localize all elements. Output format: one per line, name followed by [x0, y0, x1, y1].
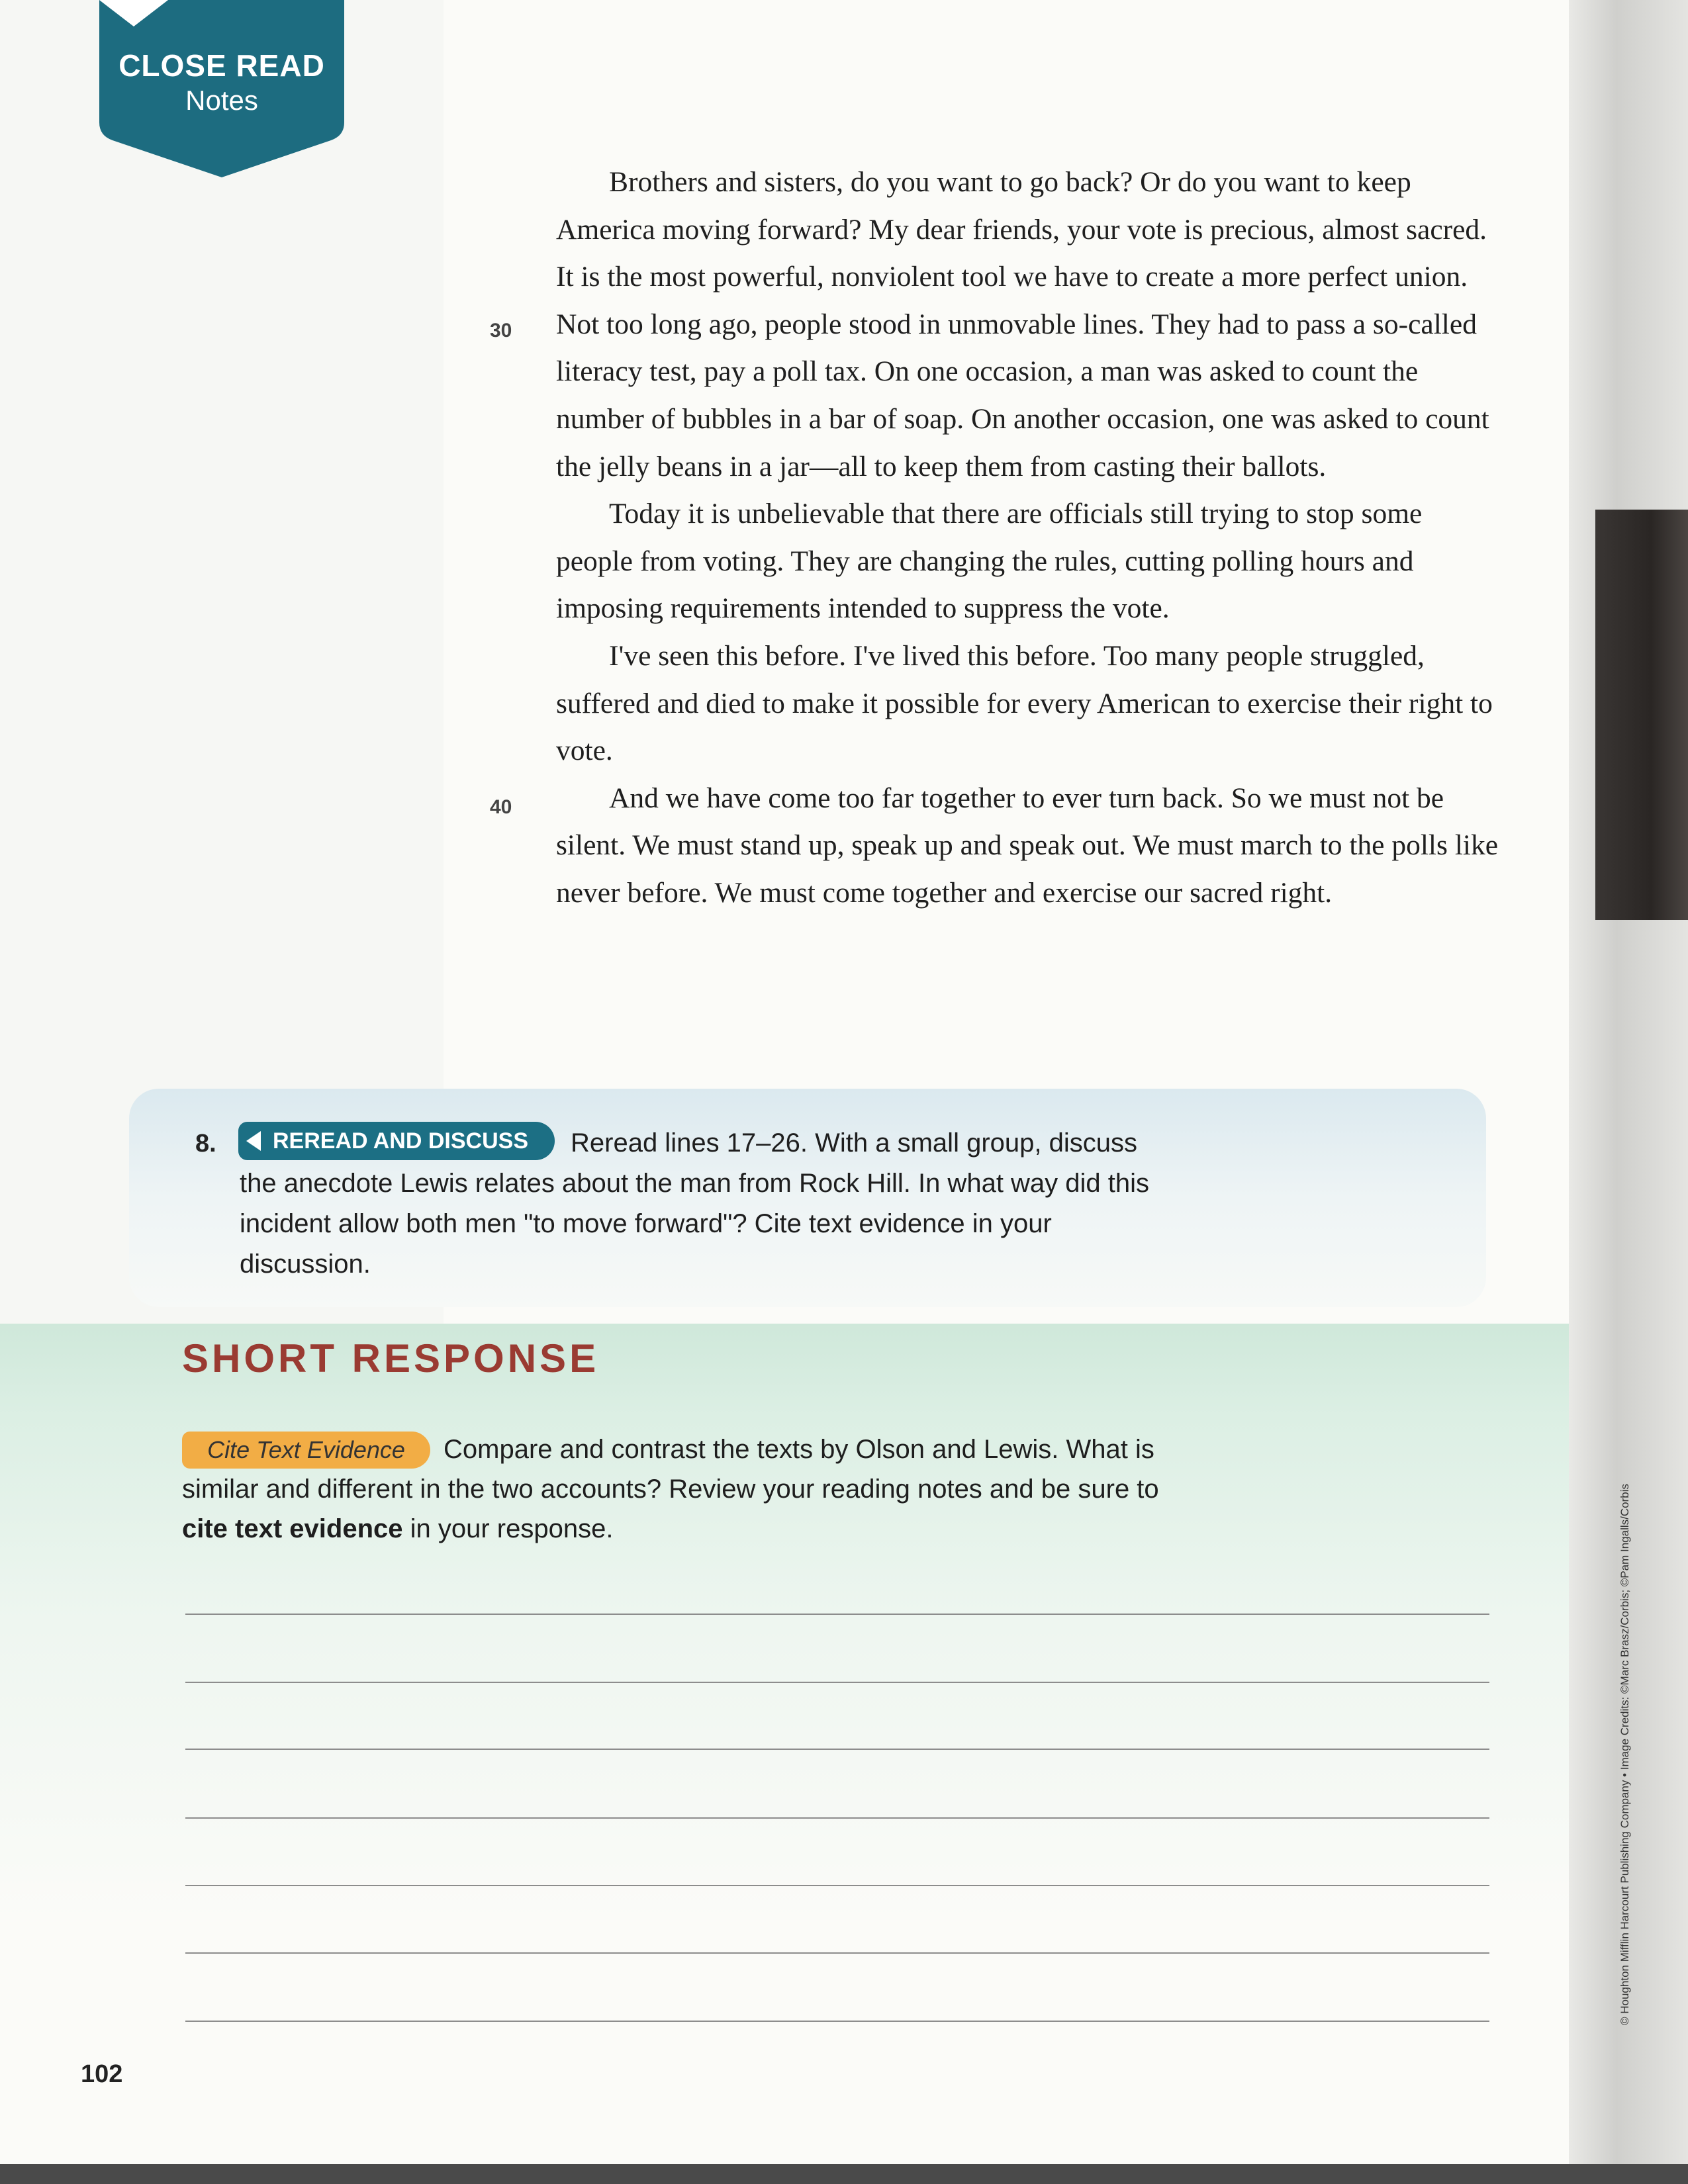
- question-number: 8.: [195, 1130, 216, 1158]
- passage-paragraph: And we have come too far together to ever turn back. So we must not be silent. We must stand up, speak up and speak out. We must march to the polls like never before. We must come together and exercise our sacred right.: [556, 782, 1499, 909]
- image-credit: © Houghton Mifflin Harcourt Publishing Company • Image Credits: ©Marc Brasz/Corbis; ©Pam Ingalls/Corbis: [1618, 1484, 1631, 2025]
- prompt-bold: cite text evidence: [182, 1514, 403, 1543]
- question-text: Reread lines 17–26. With a small group, discuss the anecdote Lewis relates about the man from Rock Hill. In what way did this incident allow both men "to move forward"? Cite text evidence in your discussion.: [240, 1128, 1150, 1279]
- answer-line-7[interactable]: [185, 2021, 1489, 2022]
- close-read-tab: [99, 0, 344, 179]
- short-response-title: SHORT RESPONSE: [182, 1336, 600, 1381]
- scan-edge: [0, 2164, 1688, 2184]
- chevron-down-icon: [99, 0, 168, 26]
- answer-line-3[interactable]: [185, 1749, 1489, 1750]
- passage-paragraph: Brothers and sisters, do you want to go back? Or do you want to keep America moving forward? My dear friends, your vote is precious, almost sacred. It is the most powerful, nonviolent tool we have to create a more perfect union. Not too long ago, people stood in unmovable lines. They had to pass a so-called literacy test, pay a poll tax. On one occasion, a man was asked to count the number of bubbles in a bar of soap. On another occasion, one was asked to count the jelly beans in a jar—all to keep them from casting their ballots.: [556, 166, 1489, 482]
- prompt-text-end: in your response.: [402, 1514, 614, 1543]
- photo-strip: [1595, 510, 1688, 920]
- close-read-subtitle: Notes: [185, 85, 258, 116]
- answer-line-4[interactable]: [185, 1817, 1489, 1819]
- line-number-40: 40: [490, 796, 512, 818]
- answer-line-6[interactable]: [185, 1952, 1489, 1954]
- passage-paragraph: Today it is unbelievable that there are officials still trying to stop some people from voting. They are changing the rules, cutting polling hours and imposing requirements intended to suppress the vote.: [556, 498, 1423, 625]
- badge-label: REREAD AND DISCUSS: [273, 1128, 529, 1154]
- answer-line-2[interactable]: [185, 1682, 1489, 1683]
- short-response-prompt: [182, 1430, 1208, 1549]
- passage-paragraph: I've seen this before. I've lived this before. Too many people struggled, suffered and died to make it possible for every American to exercise their right to vote.: [556, 639, 1493, 767]
- prompt-text: Compare and contrast the texts by Olson and Lewis. What is similar and different in the two accounts? Review your reading notes and be sure to: [182, 1435, 1159, 1504]
- reading-passage: [556, 159, 1503, 917]
- page-number: 102: [81, 2060, 123, 2088]
- cite-text-evidence-badge: Cite Text Evidence: [182, 1432, 430, 1469]
- close-read-title: CLOSE READ: [118, 48, 325, 83]
- answer-line-1[interactable]: [185, 1614, 1489, 1615]
- answer-line-5[interactable]: [185, 1885, 1489, 1886]
- line-number-30: 30: [490, 320, 512, 341]
